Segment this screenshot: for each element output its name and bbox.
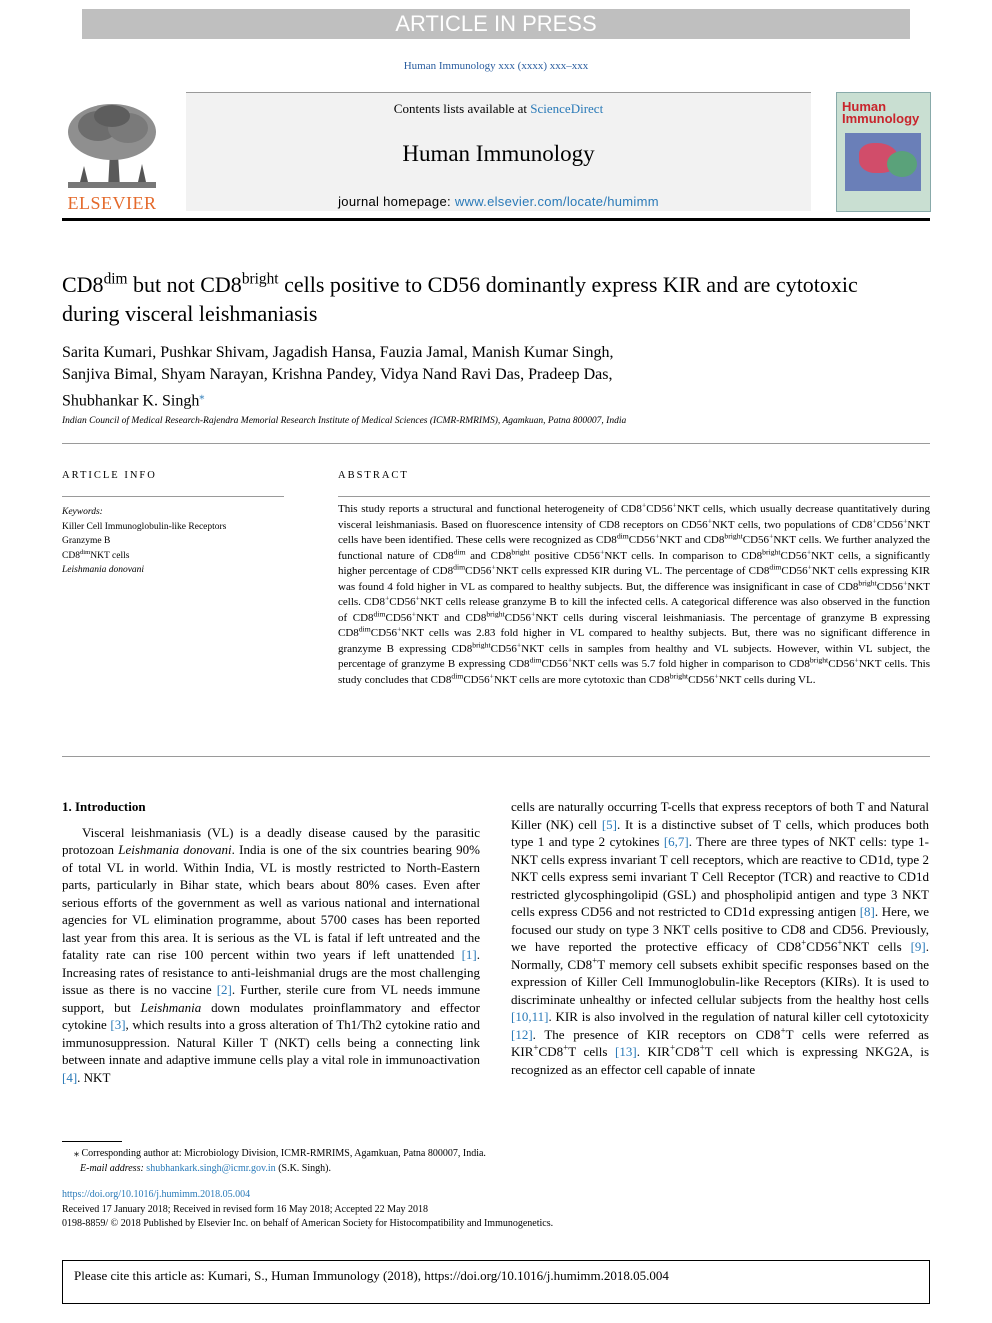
body-column-right	[511, 798, 929, 1078]
keywords: Keywords: Killer Cell Immunoglobulin-like Receptors Granzyme B $CD8^{dim}NKT$ cells Leishmania donovani	[62, 505, 284, 578]
journal-header	[186, 92, 811, 211]
abstract-divider	[338, 496, 930, 497]
article-in-press-banner: ARTICLE IN PRESS	[82, 9, 910, 39]
citation-box	[62, 1260, 930, 1304]
body-paragraph: cells are naturally occurring T-cells that express receptors of both T and Natural Killer (NK) cell [5]. It is a distinctive subset of T cells, which produces both type 1 and type 2 cytokines [6,7]. There are three types of NKT cells: type 1-NKT cells express invariant T cell receptors, which are reactive to CD1d, type 2 NKT cells express semi invariant T Cell Receptor (TCR) and reactive to CD1d restricted glycosphingolipid (GSL) and phospholipid antigen and type 3 NKT cells express CD56 and not restricted to CD1d expressing antigen [8]. Here, we focused our study on type 3 NKT cells positive to CD8 and CD56. Previously, we have reported the protective efficacy of CD8+CD56+NKT cells [9]. Normally, CD8+T memory cell subsets exhibit specific responses based on the expression of Killer Cell Immunoglobulin-like Receptors (KIRs). It is used to discriminate unhealthy or infected cellular subjects from the healthy host cells [10,11]. KIR is also involved in the regulation of natural killer cell cytotoxicity [12]. The presence of KIR receptors on CD8+T cells were referred as KIR+CD8+T cells [13]. KIR+CD8+T cell which is expressing NKG2A, is recognized as an effector cell capable of innate	[511, 799, 930, 1077]
header-divider	[62, 218, 930, 221]
keyword: Leishmania donovani	[62, 565, 145, 575]
article-info-divider	[62, 496, 284, 497]
elsevier-wordmark: ELSEVIER	[67, 193, 157, 213]
body-column-left	[62, 798, 480, 1086]
doi-link[interactable]: https://doi.org/10.1016/j.humimm.2018.05.004	[62, 1189, 251, 1200]
keyword: Killer Cell Immunoglobulin-like Receptors	[62, 521, 227, 532]
journal-cover-thumbnail[interactable]	[836, 92, 931, 212]
article-info-heading: ARTICLE INFO	[62, 470, 157, 481]
received-dates: Received 17 January 2018; Received in revised form 16 May 2018; Accepted 22 May 2018	[62, 1203, 429, 1215]
abstract-text: This study reports a structural and functional heterogeneity of CD8+CD56+NKT cells, which usually decrease quantitatively during visceral leishmaniasis. Based on fluorescence intensity of CD8 receptors on CD56+NKT cells, two populations of CD8+CD56+NKT cells have been identified. These cells were recognized as $CD8^{dim}CD56^+NKT$ and $CD8^{bright}CD56^+NKT$ cells. We further analyzed the functional nature of $CD8^{dim}$ and $CD8^{bright}$ positive CD56+NKT cells. In comparison to $CD8^{bright}CD56^+NKT$ cells, a significantly higher percentage of $CD8^{dim}CD56^+NKT$ cells expressed KIR during VL. The percentage of $CD8^{dim}CD56^+NKT$ cells expressing KIR was found 4 fold higher in VL as compared to healthy subjects. But, the difference was insignificant in case of $CD8^{bright}CD56^+NKT$ cells. CD8+CD56+NKT cells release granzyme B to kill the infected cells. A categorical difference was also observed in the function of $CD8^{dim}CD56^+NKT$ and $CD8^{bright}CD56^+NKT$ cells during visceral leishmaniasis. The percentage of granzyme B expressing $CD8^{dim}CD56^+NKT$ cells was 2.83 fold higher in VL compared to healthy subjects. But, there was no significant difference in granzyme B expressing $CD8^{bright}CD56^+NKT$ cells in samples from healthy and VL subjects. However, within VL subject, the percentage of granzyme B expressing $CD8^{dim}CD56^+NKT$ cells was 5.7 fold higher in comparison to $CD8^{bright}CD56^+NKT$ cells. This study concludes that $CD8^{dim}CD56^+NKT$ cells are more cytotoxic than $CD8^{bright}CD56^+NKT$ cells during VL.	[338, 500, 931, 686]
footnotes: ⁎ Corresponding author at: Microbiology Division, ICMR-RMRIMS, Agamkuan, Patna 800007, India. E-mail address: shubhankark.singh@icmr.gov.in (S.K. Singh).	[74, 1148, 486, 1174]
article-metadata	[62, 1188, 930, 1232]
journal-title: Human Immunology	[402, 141, 595, 166]
abstract-heading: ABSTRACT	[338, 470, 409, 481]
footnote-divider	[62, 1141, 122, 1142]
email-link[interactable]: shubhankark.singh@icmr.gov.in	[146, 1163, 276, 1174]
corresponding-author-mark[interactable]: ⁎	[199, 391, 205, 402]
cover-image-shape	[887, 151, 917, 177]
copyright: 0198-8859/ © 2018 Published by Elsevier Inc. on behalf of American Society for Histocompatibility and Immunogenetics.	[62, 1218, 554, 1229]
homepage-link[interactable]: www.elsevier.com/locate/humimm	[454, 194, 659, 209]
sciencedirect-link[interactable]: ScienceDirect	[530, 101, 604, 116]
section-heading: 1. Introduction	[62, 799, 146, 814]
affiliation: Indian Council of Medical Research-Rajendra Memorial Research Institute of Medical Sciences (ICMR-RMRIMS), Agamkuan, Patna 800007, India	[62, 416, 627, 426]
keyword: Granzyme B	[62, 536, 111, 546]
abstract-bottom-divider	[62, 756, 930, 757]
body-paragraph: Visceral leishmaniasis (VL) is a deadly disease caused by the parasitic protozoan Leishmania donovani. India is one of the six countries bearing 90% of total VL in world. Within India, VL is mostly restricted to North-Eastern parts, particularly in Bihar state, which bears about 80% cases. Even after serious efforts of the government as well as various national and international agencies for VL elimination programme, about 5700 cases has been reported last year from this area. It is serious as the VL is fatal if left untreated and the fatality rate can rise 100 percent within two years if left unattended [1]. Increasing rates of resistance to anti-leishmanial drugs are the most challenging issue as there is no vaccine [2]. Further, sterile cure from VL needs immune support, but Leishmania down modulates proinflammatory and effector cytokine [3], which results into a gross alteration of Th1/Th2 cytokine ratio and immunosuppression. Natural Killer T (NKT) cells being a connecting link between innate and adaptive immune cells play a vital role in immunoactivation [4]. NKT	[62, 824, 481, 1085]
contents-line: Contents lists available at ScienceDirect	[393, 101, 604, 116]
keyword: $CD8^{dim}NKT$ cells	[62, 548, 130, 561]
cover-title: Human Immunology	[842, 99, 920, 126]
author-list: Sarita Kumari, Pushkar Shivam, Jagadish Hansa, Fauzia Jamal, Manish Kumar Singh, Sanjiva Bimal, Shyam Narayan, Krishna Pandey, Vidya Nand Ravi Das, Pradeep Das, Shubhankar K. Singh⁎	[62, 344, 614, 410]
homepage-line: journal homepage: www.elsevier.com/locate/humimm	[338, 194, 659, 209]
article-title: $CD8^{dim}$ but not $CD8^{bright}$ cells positive to CD56 dominantly express KIR and are cytotoxic during visceral leishmaniasis	[62, 270, 858, 326]
affiliation-divider	[62, 443, 930, 444]
citation-text: Please cite this article as: Kumari, S., Human Immunology (2018), https://doi.org/10.1016/j.humimm.2018.05.004	[74, 1268, 669, 1283]
journal-reference[interactable]: Human Immunology xxx (xxxx) xxx–xxx	[403, 60, 589, 72]
